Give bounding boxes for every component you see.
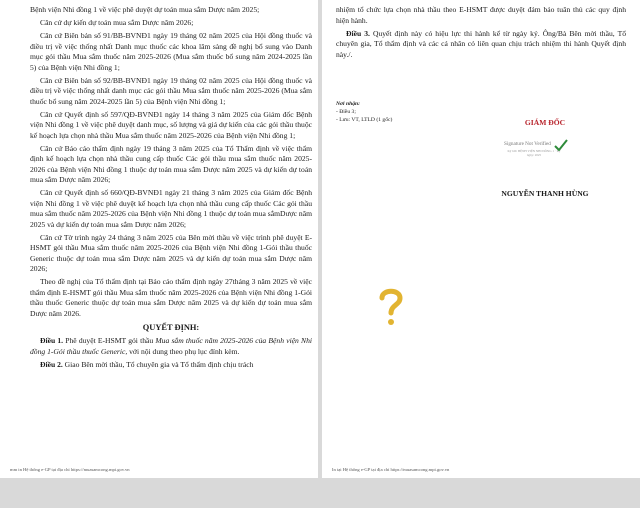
- article-1: [30, 336, 312, 357]
- paragraph: Căn cứ dự kiến dự toán mua sắm Dược năm 2026;: [40, 18, 194, 27]
- article-1-text-c: với nội dung theo phụ lục đính kèm.: [127, 346, 240, 356]
- paragraph: Bệnh viện Nhi đồng 1 về việc phê duyệt dự toán mua sắm Dược năm 2025;: [30, 5, 260, 14]
- decision-heading: QUYẾT ĐỊNH:: [142, 323, 200, 332]
- signer-title: GIÁM ĐỐC: [524, 118, 566, 127]
- article-3-label: Điều 3.: [346, 28, 370, 38]
- article-2-label: Điều 2.: [40, 359, 63, 369]
- paragraph: Theo đề nghị của Tổ thẩm định tại Báo cáo thẩm định ngày 27tháng 3 năm 2025 về việc thẩm định E-HSMT gói thầu Mua sắm thuốc năm 2025-2026 của Bệnh viện Nhi đồng 1-Gói thầu thuốc Generic thuộc dự toán mua sắm Dược năm 2025 và dự kiến dự toán mua sắm Dược năm 2026.: [30, 277, 312, 318]
- paragraph: Căn cứ Quyết định số 597/QĐ-BVNĐ1 ngày 14 tháng 3 năm 2025 của Giám đốc Bệnh viện Nhi đồng 1 về việc phê duyệt danh mục, số lượng và giá dự kiến của các gói thầu thuộc kế hoạch lựa chọn nhà thầu Mua sắm thuốc năm 2025-2026 của Bệnh viện Nhi đồng 1;: [30, 109, 312, 140]
- recipients-block: [336, 100, 456, 124]
- article-2: [30, 360, 312, 371]
- question-mark-icon: [376, 287, 406, 327]
- paragraph: Căn cứ Biên bản số 92/BB-BVNĐ1 ngày 19 tháng 02 năm 2025 của Hội đồng thuốc và điều trị về việc thống nhất danh mục các gói thầu Mua sắm thuốc năm 2025-2026 (Mua sắm thuốc bổ sung năm 2024-2025 lần 5) của Bệnh viện Nhi đồng 1;: [30, 75, 312, 106]
- article-2-text: Giao Bên mời thầu, Tổ chuyên gia và Tổ thẩm định chịu trách: [62, 359, 254, 369]
- checkmark-icon: [554, 139, 568, 151]
- digital-signature-stamp: [500, 135, 590, 183]
- paragraph: Căn cứ Biên bản số 91/BB-BVNĐ1 ngày 19 tháng 02 năm 2025 của Hội đồng thuốc và điều trị về việc thống nhất Danh mục thuốc các khoa lâm sàng đề nghị bổ sung vào Danh mục gói thầu Mua sắm thuốc năm 2025-2026 (Mua sắm thuốc bổ sung năm 2024-2025 lần 5) của Bệnh viện Nhi đồng 1;: [30, 31, 312, 72]
- paragraph: Căn cứ Tờ trình ngày 24 tháng 3 năm 2025 của Bên mời thầu về việc trình phê duyệt E-HSMT gói thầu Mua sắm thuốc năm 2025-2026 của Bệnh viện Nhi đồng 1-Gói thầu thuốc Generic thuộc dự toán mua sắm Dược năm 2025 và dự kiến dự toán mua sắm Dược năm 2026;: [30, 232, 312, 273]
- article-1-label: Điều 1.: [40, 336, 64, 345]
- page-footer: In tại Hệ thống e-GP tại địa chỉ https://muasamcong.mpi.gov.vn: [332, 467, 450, 472]
- recipients-label: Nơi nhận:: [336, 101, 360, 107]
- article-3-text: Quyết định này có hiệu lực thi hành kể từ ngày ký. Ông/Bà Bên mời thầu, Tổ chuyên gia, Tổ thẩm định và các cá nhân có liên quan chịu trách nhiệm thi hành Quyết định này./.: [336, 28, 626, 59]
- document-page-right: [322, 0, 640, 478]
- signature-status: Signature Not Verified: [504, 141, 551, 147]
- article-3: [336, 29, 626, 61]
- document-page-left: [0, 0, 318, 478]
- paragraph: nhiệm tổ chức lựa chọn nhà thầu theo E-HSMT được duyệt đảm bảo tuân thủ các quy định hiện hành.: [336, 5, 626, 25]
- signature-details: Ký bởi: BỆNH VIỆN NHI ĐỒNG 1 · Ký ngày: 2025: [507, 149, 561, 157]
- signer-name: NGUYỄN THANH HÙNG: [501, 189, 589, 198]
- paragraph: Căn cứ Quyết định số 660/QĐ-BVNĐ1 ngày 21 tháng 3 năm 2025 của Giám đốc Bệnh viện Nhi đồng 1 về việc phê duyệt kế hoạch lựa chọn nhà thầu cung cấp thuốc Các gói thầu mua sắm thuốc năm 2025-2026 của Bệnh viện Nhi đồng 1 thuộc dự toán mua sắmDược năm 2025 và dự kiến dự toán mua sắm Dược năm 2026;: [30, 188, 312, 229]
- article-1-package-name: Mua sắm thuốc năm 2025-2026 của Bệnh viện Nhi đồng 1-Gói thầu thuốc Generic,: [30, 336, 313, 356]
- article-1-text-a: Phê duyệt E-HSMT gói thầu: [63, 336, 156, 345]
- signature-block: [470, 118, 620, 198]
- recipient-item: - Lưu: VT, LTLD (1 gốc): [336, 117, 393, 123]
- paragraph: Căn cứ Báo cáo thẩm định ngày 19 tháng 3 năm 2025 của Tổ Thẩm định về việc thẩm định kế hoạch lựa chọn nhà thầu cung cấp thuốc Các gói thầu mua sắm thuốc năm 2025-2026 của Bệnh viện Nhi đồng 1 thuộc dự toán mua sắm Dược năm 2025 và dự kiến dự toán mua sắm Dược năm 2026;: [30, 143, 312, 184]
- page-footer: mm in Hệ thống e-GP tại địa chỉ https://muasamcong.mpi.gov.vn: [10, 467, 130, 472]
- recipient-item: - Điều 3;: [336, 109, 356, 115]
